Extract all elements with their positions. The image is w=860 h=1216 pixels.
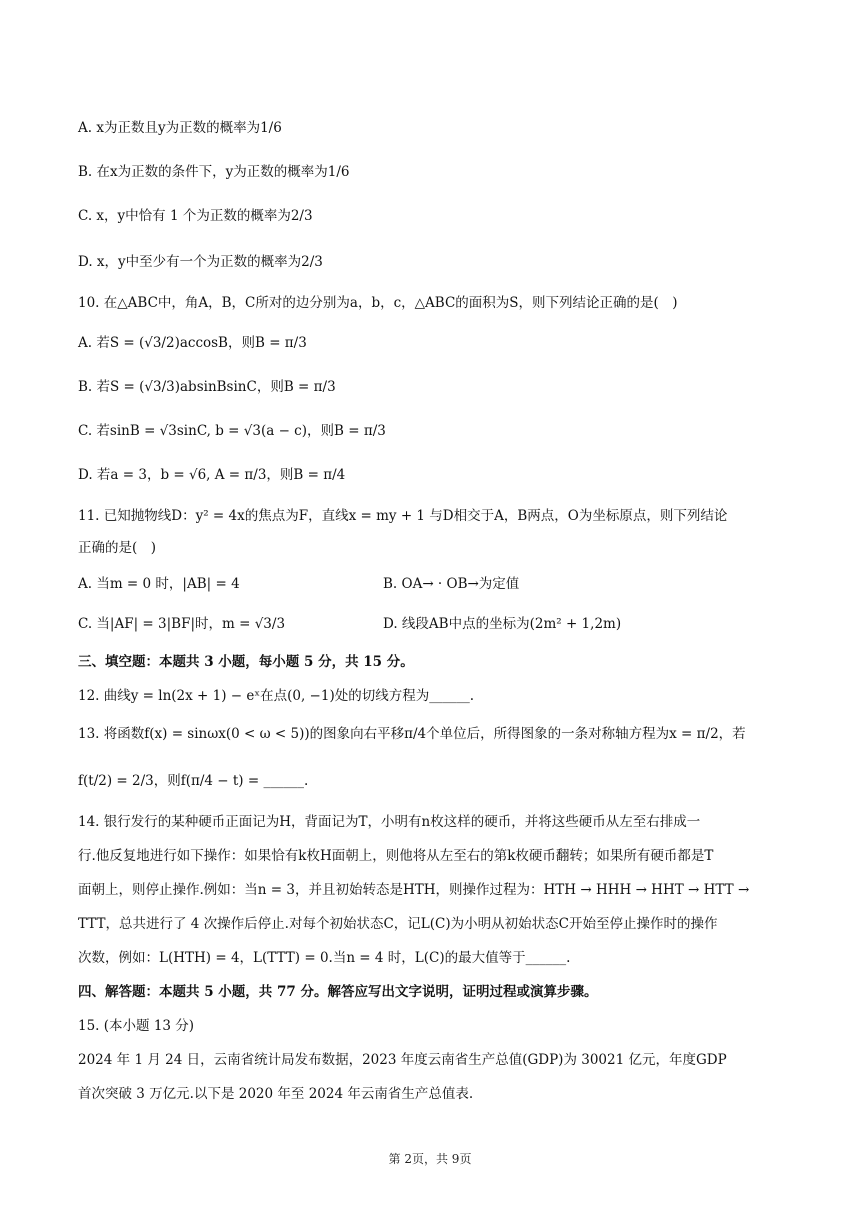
q9-option-b: B. 在x为正数的条件下，y为正数的概率为1/6 (78, 164, 350, 180)
q10-option-b: B. 若S = (√3/3)absinBsinC，则B = π/3 (78, 379, 336, 395)
q11-option-d: D. 线段AB中点的坐标为(2m² + 1,2m) (383, 616, 622, 632)
q15-heading: 15. (本小题 13 分) (78, 1018, 195, 1034)
q10-option-d: D. 若a = 3，b = √6, A = π/3，则B = π/4 (78, 467, 346, 483)
q10-stem: 10. 在△ABC中，角A，B，C所对的边分别为a，b，c，△ABC的面积为S，则下列结论正确的是( ) (78, 295, 678, 311)
q11-option-a: A. 当m = 0 时，|AB| = 4 (78, 576, 240, 592)
section3-heading: 三、填空题：本题共 3 小题，每小题 5 分，共 15 分。 (78, 654, 414, 670)
q13-stem-cont: f(t/2) = 2/3，则f(π/4 − t) = ______. (78, 773, 309, 789)
q14-stem: 14. 银行发行的某种硬币正面记为H，背面记为T，小明有n枚这样的硬币，并将这些硬币从左至右排成一 (78, 814, 701, 830)
q10-option-a: A. 若S = (√3/2)accosB，则B = π/3 (78, 335, 307, 351)
q11-option-c: C. 当|AF| = 3|BF|时，m = √3/3 (78, 616, 286, 632)
q14-stem-line2: 行.他反复地进行如下操作：如果恰有k枚H面朝上，则他将从左至右的第k枚硬币翻转；如果所有硬币都是T (78, 848, 714, 864)
q14-stem-line4: TTT，总共进行了 4 次操作后停止.对每个初始状态C，记L(C)为小明从初始状态C开始至停止操作时的操作 (78, 916, 718, 932)
section4-heading: 四、解答题：本题共 5 小题，共 77 分。解答应写出文字说明，证明过程或演算步骤。 (78, 984, 598, 1000)
q11-stem: 11. 已知抛物线D：y² = 4x的焦点为F，直线x = my + 1 与D相交于A，B两点，O为坐标原点，则下列结论 (78, 508, 728, 524)
q14-stem-line5: 次数，例如：L(HTH) = 4，L(TTT) = 0.当n = 4 时，L(C)的最大值等于______. (78, 950, 571, 966)
q11-option-b: B. OA→ · OB→为定值 (383, 576, 520, 592)
q9-option-a: A. x为正数且y为正数的概率为1/6 (78, 120, 282, 136)
q9-option-d: D. x，y中至少有一个为正数的概率为2/3 (78, 254, 323, 270)
q15-text-line1: 2024 年 1 月 24 日，云南省统计局发布数据，2023 年度云南省生产总值(GDP)为 30021 亿元，年度GDP (78, 1052, 727, 1068)
q14-stem-line3: 面朝上，则停止操作.例如：当n = 3，并且初始转态是HTH，则操作过程为：HTH → HHH → HHT → HTT → (78, 882, 750, 898)
q12-stem: 12. 曲线y = ln(2x + 1) − eˣ在点(0, −1)处的切线方程为______. (78, 688, 475, 704)
q13-stem: 13. 将函数f(x) = sinωx(0 < ω < 5))的图象向右平移π/4个单位后，所得图象的一条对称轴方程为x = π/2，若 (78, 726, 746, 742)
q9-option-c: C. x，y中恰有 1 个为正数的概率为2/3 (78, 208, 313, 224)
q11-stem-cont: 正确的是( ) (78, 540, 157, 556)
page-footer: 第 2页，共 9页 (388, 1152, 472, 1166)
q10-option-c: C. 若sinB = √3sinC, b = √3(a − c)，则B = π/3 (78, 423, 386, 439)
q15-text-line2: 首次突破 3 万亿元.以下是 2020 年至 2024 年云南省生产总值表. (78, 1086, 474, 1102)
